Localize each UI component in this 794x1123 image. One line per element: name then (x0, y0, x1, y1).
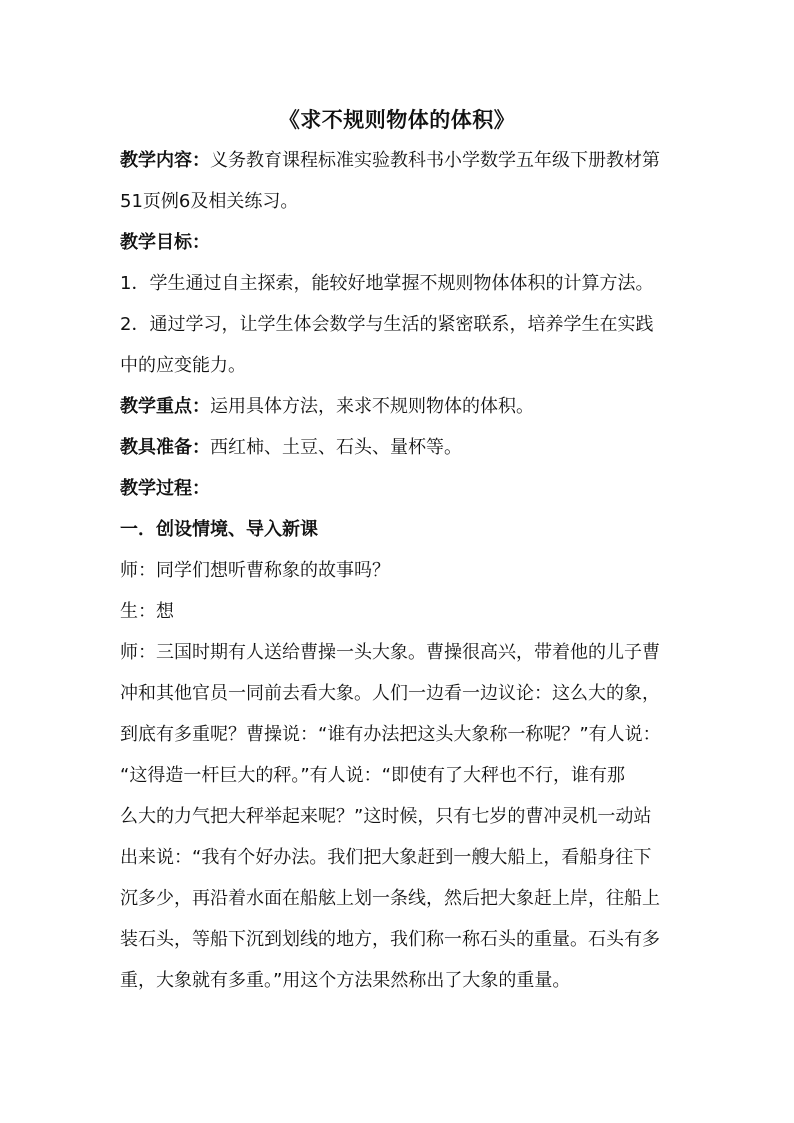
line-text: 到底有多重呢？曹操说：“谁有办法把这头大象称一称呢？”有人说： (120, 724, 661, 745)
paragraph-line (120, 350, 686, 381)
paragraph-line (120, 637, 686, 668)
section-label: 教学重点： (120, 396, 210, 417)
paragraph-line (120, 268, 686, 299)
paragraph-line (120, 309, 686, 340)
line-text: 装石头，等船下沉到划线的地方，我们称一称石头的重量。石头有多 (120, 929, 660, 950)
paragraph-line (120, 760, 686, 791)
paragraph-line (120, 555, 686, 586)
paragraph-line (120, 473, 686, 504)
line-text: 师：三国时期有人送给曹操一头大象。曹操很高兴，带着他的儿子曹 (120, 642, 660, 663)
line-text: 义务教育课程标准实验教科书小学数学五年级下册教材第 (210, 150, 660, 171)
paragraph-line (120, 965, 686, 996)
line-text: 1．学生通过自主探索，能较好地掌握不规则物体体积的计算方法。 (120, 273, 654, 294)
paragraph-line (120, 514, 686, 545)
section-label: 教学过程： (120, 478, 210, 499)
paragraph-line (120, 924, 686, 955)
paragraph-line (120, 186, 686, 217)
line-text: 西红柿、土豆、石头、量杯等。 (210, 437, 462, 458)
paragraph-line (120, 596, 686, 627)
paragraph-line (120, 678, 686, 709)
line-text: 运用具体方法，来求不规则物体的体积。 (210, 396, 534, 417)
line-text: 2．通过学习，让学生体会数学与生活的紧密联系，培养学生在实践 (120, 314, 654, 335)
document-title: 《求不规则物体的体积》 (278, 108, 516, 132)
line-text: 中的应变能力。 (120, 355, 246, 376)
line-text: 师：同学们想听曹称象的故事吗？ (120, 560, 390, 581)
section-label: 教具准备： (120, 437, 210, 458)
section-label: 教学内容： (120, 150, 210, 171)
paragraph-line (120, 883, 686, 914)
line-text: 冲和其他官员一同前去看大象。人们一边看一边议论：这么大的象， (120, 683, 660, 704)
line-text: 重，大象就有多重。”用这个方法果然称出了大象的重量。 (120, 970, 571, 991)
section-label: 教学目标： (120, 232, 210, 253)
paragraph-line (120, 145, 686, 176)
paragraph-line (120, 801, 686, 832)
document-body (120, 145, 686, 1006)
paragraph-line (120, 719, 686, 750)
line-text: “这得造一杆巨大的秤。”有人说：“即使有了大秤也不行，谁有那 (120, 765, 625, 786)
paragraph-line (120, 227, 686, 258)
section-heading: 一．创设情境、导入新课 (120, 519, 318, 540)
line-text: 沉多少，再沿着水面在船舷上划一条线，然后把大象赶上岸，往船上 (120, 888, 660, 909)
paragraph-line (120, 842, 686, 873)
line-text: 生：想 (120, 601, 174, 622)
paragraph-line (120, 432, 686, 463)
paragraph-line (120, 391, 686, 422)
line-text: 51页例6及相关练习。 (120, 191, 299, 212)
line-text: 么大的力气把大秤举起来呢？”这时候，只有七岁的曹冲灵机一动站 (120, 806, 652, 827)
line-text: 出来说：“我有个好办法。我们把大象赶到一艘大船上，看船身往下 (120, 847, 652, 868)
